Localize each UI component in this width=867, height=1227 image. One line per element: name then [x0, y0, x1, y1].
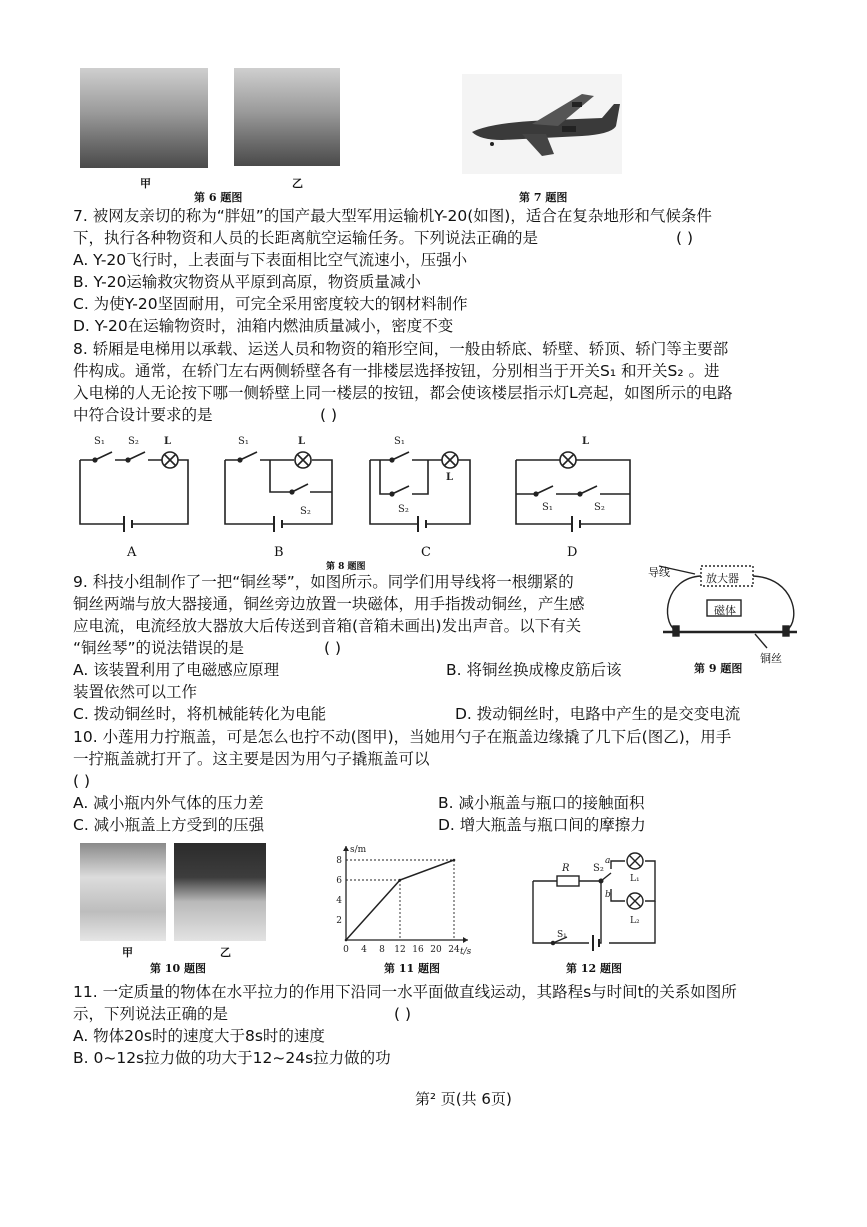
svg-text:L: L — [164, 436, 172, 447]
svg-text:L₂: L₂ — [630, 916, 640, 926]
fig6-caption: 第 6 题图 — [194, 191, 243, 204]
q9-option-c: C. 拨动铜丝时，将机械能转化为电能 — [73, 705, 327, 723]
fig12-caption: 第 12 题图 — [566, 962, 622, 975]
q8-answer-bracket: ( ) — [320, 406, 338, 424]
y-axis-arrow-icon — [343, 846, 349, 851]
q8-stem-4: 中符合设计要求的是 — [73, 406, 213, 424]
fig9-label-wire: 导线 — [648, 566, 670, 579]
x-tick-label: 0 — [343, 945, 349, 955]
q10-option-c: C. 减小瓶盖上方受到的压强 — [73, 816, 265, 834]
data-point — [345, 939, 348, 942]
svg-text:S₁: S₁ — [238, 436, 249, 447]
q7-stem-1: 7. 被网友亲切的称为“胖妞”的国产最大型军用运输机Y-20(如图)，适合在复杂地形和气候条件 — [73, 207, 712, 225]
svg-text:S₁: S₁ — [94, 436, 105, 447]
svg-text:L: L — [446, 472, 454, 483]
q9-option-b-cont: 装置依然可以工作 — [73, 683, 198, 701]
y-tick-label: 6 — [336, 876, 342, 886]
svg-text:S₁: S₁ — [394, 436, 405, 447]
fig8-label-b: B — [274, 545, 284, 560]
q9-option-a: A. 该装置利用了电磁感应原理 — [73, 661, 280, 679]
q10-option-a: A. 减小瓶内外气体的压力差 — [73, 794, 264, 812]
fig9-label-magnet: 磁体 — [714, 604, 736, 617]
q7-stem-2: 下，执行各种物资和人员的长距离航空运输任务。下列说法正确的是 — [73, 229, 539, 247]
q7-answer-bracket: ( ) — [676, 229, 694, 247]
fig11-caption: 第 11 题图 — [384, 962, 440, 975]
q7-option-a: A. Y-20飞行时，上表面与下表面相比空气流速小，压强小 — [73, 251, 468, 269]
q9-answer-bracket: ( ) — [324, 639, 342, 657]
data-point — [399, 879, 402, 882]
circuit-b — [225, 436, 332, 532]
svg-text:S₂: S₂ — [594, 502, 605, 513]
svg-text:S₂: S₂ — [128, 436, 139, 447]
fig8-caption: 第 8 题图 — [326, 562, 366, 572]
data-point — [453, 859, 456, 862]
y-tick-label: 4 — [336, 896, 342, 906]
fig7-airplane — [462, 74, 622, 174]
svg-text:S₁: S₁ — [542, 502, 553, 513]
y-axis-label: s/m — [350, 845, 367, 855]
svg-text:L: L — [582, 436, 590, 447]
q10-stem-1: 10. 小莲用力拧瓶盖，可是怎么也拧不动(图甲)，当她用勺子在瓶盖边缘撬了几下后(图乙)，用手 — [73, 728, 732, 746]
fig12-circuit — [525, 845, 665, 955]
fig6-sub-b: 乙 — [292, 177, 303, 190]
svg-text:b: b — [605, 890, 611, 900]
fig10-sub-a: 甲 — [122, 946, 133, 959]
x-axis-arrow-icon — [463, 937, 468, 943]
q9-stem-2: 铜丝两端与放大器接通，铜丝旁边放置一块磁体，用手指拨动铜丝，产生感 — [73, 595, 585, 613]
fig8-label-a: A — [127, 545, 137, 560]
fig8-label-d: D — [567, 545, 578, 560]
svg-text:S₂: S₂ — [593, 863, 604, 874]
fig10-sub-b: 乙 — [220, 946, 231, 959]
q11-option-a: A. 物体20s时的速度大于8s时的速度 — [73, 1027, 325, 1045]
q8-stem-2: 件构成。通常，在轿门左右两侧轿壁各有一排楼层选择按钮，分别相当于开关S₁ 和开关S₂ 。进 — [73, 362, 720, 380]
q11-option-b: B. 0~12s拉力做的功大于12~24s拉力做的功 — [73, 1049, 391, 1067]
y-tick-label: 8 — [336, 856, 342, 866]
fig10-caption: 第 10 题图 — [150, 962, 206, 975]
q7-option-c: C. 为使Y-20坚固耐用，可完全采用密度较大的钢材料制作 — [73, 295, 468, 313]
q9-stem-3: 应电流，电流经放大器放大后传送到音箱(音箱未画出)发出声音。以下有关 — [73, 617, 582, 635]
q9-stem-4: “铜丝琴”的说法错误的是 — [73, 639, 245, 657]
svg-text:S₁: S₁ — [557, 930, 567, 940]
fig7-caption: 第 7 题图 — [519, 191, 568, 204]
svg-text:S₂: S₂ — [398, 504, 409, 515]
svg-text:a: a — [605, 856, 611, 866]
x-tick-label: 20 — [430, 945, 442, 955]
q9-option-b: B. 将铜丝换成橡皮筋后该 — [446, 661, 622, 679]
svg-text:L₁: L₁ — [630, 874, 640, 884]
q7-option-b: B. Y-20运输救灾物资从平原到高原，物资质量减小 — [73, 273, 421, 291]
fig10-photo-b — [174, 843, 266, 941]
q8-stem-1: 8. 轿厢是电梯用以承载、运送人员和物资的箱形空间，一般由轿底、轿壁、轿顶、轿门等主要部 — [73, 340, 729, 358]
fig11-chart — [330, 838, 490, 962]
x-tick-label: 12 — [394, 945, 406, 955]
x-tick-label: 4 — [361, 945, 367, 955]
circuit-d — [516, 436, 630, 532]
fig9-caption: 第 9 题图 — [694, 662, 743, 675]
q9-stem-1: 9. 科技小组制作了一把“铜丝琴”，如图所示。同学们用导线将一根绷紧的 — [73, 573, 574, 591]
page-footer: 第² 页(共 6页) — [415, 1090, 512, 1108]
q11-stem-1: 11. 一定质量的物体在水平拉力的作用下沿同一水平面做直线运动，其路程s与时间t的关系如图所 — [73, 983, 737, 1001]
q11-stem-2: 示，下列说法正确的是 — [73, 1005, 229, 1023]
fig6-photo-b — [234, 68, 340, 166]
x-tick-label: 16 — [412, 945, 424, 955]
svg-text:L: L — [298, 436, 306, 447]
q10-stem-2: 一拧瓶盖就打开了。这主要是因为用勺子撬瓶盖可以 — [73, 750, 430, 768]
q10-option-d: D. 增大瓶盖与瓶口间的摩擦力 — [438, 816, 646, 834]
q10-answer-bracket: ( ) — [73, 772, 91, 790]
q9-option-d: D. 拨动铜丝时，电路中产生的是交变电流 — [455, 705, 741, 723]
x-tick-label: 24 — [448, 945, 460, 955]
svg-text:S₂: S₂ — [300, 506, 311, 517]
circuit-a — [80, 436, 188, 532]
fig9-label-amplifier: 放大器 — [706, 572, 739, 585]
circuit-c — [370, 436, 470, 532]
q10-option-b: B. 减小瓶盖与瓶口的接触面积 — [438, 794, 645, 812]
y-tick-label: 2 — [336, 916, 342, 926]
fig10-photo-a — [80, 843, 166, 941]
fig9-label-copper: 铜丝 — [760, 652, 782, 665]
fig6-photo-a — [80, 68, 208, 168]
q7-option-d: D. Y-20在运输物资时，油箱内燃油质量减小，密度不变 — [73, 317, 454, 335]
x-axis-label: t/s — [460, 947, 472, 957]
x-tick-label: 8 — [379, 945, 385, 955]
fig6-sub-a: 甲 — [140, 177, 151, 190]
svg-text:R: R — [562, 863, 570, 874]
q8-stem-3: 入电梯的人无论按下哪一侧轿壁上同一楼层的按钮，都会使该楼层指示灯L亮起，如图所示的电路 — [73, 384, 733, 402]
fig8-label-c: C — [421, 545, 431, 560]
q11-answer-bracket: ( ) — [394, 1005, 412, 1023]
